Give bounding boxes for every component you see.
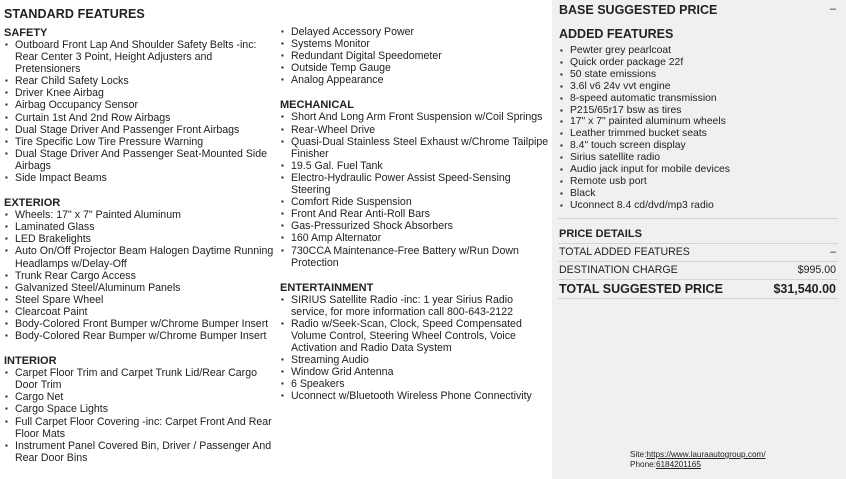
feature-item: ▪ Quasi-Dual Stainless Steel Exhaust w/Chrome Tailpipe Finisher [280, 136, 552, 160]
feature-item: ▪ Electro-Hydraulic Power Assist Speed-Sensing Steering [280, 172, 552, 196]
feature-item: ▪ Full Carpet Floor Covering -inc: Carpet Front And Rear Floor Mats [4, 416, 274, 440]
entertainment-title: ENTERTAINMENT [280, 281, 374, 294]
feature-item: ▪ P215/65r17 bsw as tires [559, 105, 846, 117]
safety-list [4, 39, 274, 184]
interior-list [4, 367, 274, 464]
feature-item: ▪ Comfort Ride Suspension [280, 196, 552, 208]
phone-label: Phone: [630, 460, 656, 469]
phone-link[interactable]: 6184201165 [655, 460, 701, 469]
interior-title: INTERIOR [4, 355, 57, 368]
feature-item: ▪ 19.5 Gal. Fuel Tank [280, 160, 552, 172]
feature-item: ▪ Audio jack input for mobile devices [559, 164, 846, 176]
feature-item: ▪ Cargo Net [4, 391, 274, 403]
total-price-label: TOTAL SUGGESTED PRICE [559, 281, 723, 296]
feature-item: ▪ Front And Rear Anti-Roll Bars [280, 208, 552, 220]
dealer-contact [630, 450, 766, 470]
feature-item: ▪ Instrument Panel Covered Bin, Driver / Passenger And Rear Door Bins [4, 440, 274, 464]
feature-item: ▪ Driver Knee Airbag [4, 87, 274, 99]
added-features-title: ADDED FEATURES [559, 27, 674, 41]
total-suggested-price-row [552, 280, 846, 298]
feature-item: ▪ Trunk Rear Cargo Access [4, 270, 274, 282]
feature-item: ▪ Radio w/Seek-Scan, Clock, Speed Compensated Volume Control, Steering Wheel Controls, Voice Activation and Radio Data System [280, 318, 552, 354]
feature-item: ▪ Uconnect w/Bluetooth Wireless Phone Connectivity [280, 390, 552, 402]
standard-features-title: STANDARD FEATURES [4, 7, 145, 21]
mechanical-list [280, 111, 552, 268]
feature-item: ▪ 6 Speakers [280, 378, 552, 390]
feature-item: ▪ Pewter grey pearlcoat [559, 45, 846, 57]
feature-item: ▪ SIRIUS Satellite Radio -inc: 1 year Sirius Radio service, for more information call 800-643-2122 [280, 294, 552, 318]
price-row-label: DESTINATION CHARGE [559, 264, 678, 277]
feature-item: ▪ Side Impact Beams [4, 172, 274, 184]
feature-item: ▪ Redundant Digital Speedometer [280, 50, 552, 62]
price-details-title: PRICE DETAILS [559, 227, 642, 240]
base-price-row [552, 0, 846, 17]
feature-item: ▪ Systems Monitor [280, 38, 552, 50]
feature-item: ▪ Auto On/Off Projector Beam Halogen Daytime Running Headlamps w/Delay-Off [4, 245, 274, 269]
feature-item: ▪ Clearcoat Paint [4, 306, 274, 318]
feature-item: ▪ Window Grid Antenna [280, 366, 552, 378]
feature-item: ▪ Galvanized Steel/Aluminum Panels [4, 282, 274, 294]
feature-item: ▪ 8.4" touch screen display [559, 140, 846, 152]
feature-item: ▪ 17" x 7" painted aluminum wheels [559, 116, 846, 128]
feature-item: ▪ 3.6l v6 24v vvt engine [559, 81, 846, 93]
feature-item: ▪ Carpet Floor Trim and Carpet Trunk Lid/Rear Cargo Door Trim [4, 367, 274, 391]
feature-item: ▪ Dual Stage Driver And Passenger Front Airbags [4, 124, 274, 136]
feature-item: ▪ Rear-Wheel Drive [280, 124, 552, 136]
feature-item: ▪ Cargo Space Lights [4, 403, 274, 415]
added-features-list [552, 45, 846, 212]
total-added-features-row [552, 244, 846, 261]
destination-charge-row [552, 262, 846, 279]
feature-item: ▪ Airbag Occupancy Sensor [4, 99, 274, 111]
feature-item: ▪ Streaming Audio [280, 354, 552, 366]
feature-item: ▪ Outside Temp Gauge [280, 62, 552, 74]
pricing-panel [552, 0, 846, 479]
site-link[interactable]: https://www.lauraautogroup.com/ [646, 450, 766, 459]
feature-item: ▪ LED Brakelights [4, 233, 274, 245]
feature-item: ▪ Analog Appearance [280, 74, 552, 86]
feature-item: ▪ Steel Spare Wheel [4, 294, 274, 306]
feature-item: ▪ Remote usb port [559, 176, 846, 188]
feature-item: ▪ 160 Amp Alternator [280, 232, 552, 244]
feature-item: ▪ Gas-Pressurized Shock Absorbers [280, 220, 552, 232]
site-label: Site: [630, 450, 647, 459]
features-column-left [4, 0, 274, 464]
feature-item: ▪ Body-Colored Front Bumper w/Chrome Bumper Insert [4, 318, 274, 330]
price-row-value: $995.00 [797, 264, 836, 277]
price-row-label: TOTAL ADDED FEATURES [559, 246, 690, 259]
feature-item: ▪ Delayed Accessory Power [280, 26, 552, 38]
feature-item: ▪ Quick order package 22f [559, 57, 846, 69]
base-price-label: BASE SUGGESTED PRICE [559, 3, 718, 17]
interior-list-continued [280, 26, 552, 86]
base-price-value: – [829, 3, 836, 15]
feature-item: ▪ Body-Colored Rear Bumper w/Chrome Bumper Insert [4, 330, 274, 342]
feature-item: ▪ Tire Specific Low Tire Pressure Warning [4, 136, 274, 148]
exterior-title: EXTERIOR [4, 197, 61, 210]
entertainment-list [280, 294, 552, 403]
feature-item: ▪ 8-speed automatic transmission [559, 93, 846, 105]
features-column-middle [280, 0, 552, 403]
mechanical-title: MECHANICAL [280, 99, 354, 112]
feature-item: ▪ Outboard Front Lap And Shoulder Safety Belts -inc: Rear Center 3 Point, Height Adjusters and Pretensioners [4, 39, 274, 75]
feature-item: ▪ Dual Stage Driver And Passenger Seat-Mounted Side Airbags [4, 148, 274, 172]
feature-item: ▪ Short And Long Arm Front Suspension w/Coil Springs [280, 111, 552, 123]
site-line [630, 450, 766, 460]
feature-item: ▪ Uconnect 8.4 cd/dvd/mp3 radio [559, 200, 846, 212]
feature-item: ▪ Curtain 1st And 2nd Row Airbags [4, 112, 274, 124]
feature-item: ▪ Black [559, 188, 846, 200]
feature-item: ▪ Leather trimmed bucket seats [559, 128, 846, 140]
feature-item: ▪ Rear Child Safety Locks [4, 75, 274, 87]
feature-item: ▪ 50 state emissions [559, 69, 846, 81]
feature-item: ▪ Sirius satellite radio [559, 152, 846, 164]
safety-title: SAFETY [4, 27, 48, 39]
exterior-list [4, 209, 274, 342]
phone-line [630, 460, 766, 470]
total-price-value: $31,540.00 [773, 281, 836, 296]
feature-item: ▪ Wheels: 17" x 7" Painted Aluminum [4, 209, 274, 221]
price-row-value: – [830, 246, 836, 259]
feature-item: ▪ Laminated Glass [4, 221, 274, 233]
feature-item: ▪ 730CCA Maintenance-Free Battery w/Run Down Protection [280, 245, 552, 269]
